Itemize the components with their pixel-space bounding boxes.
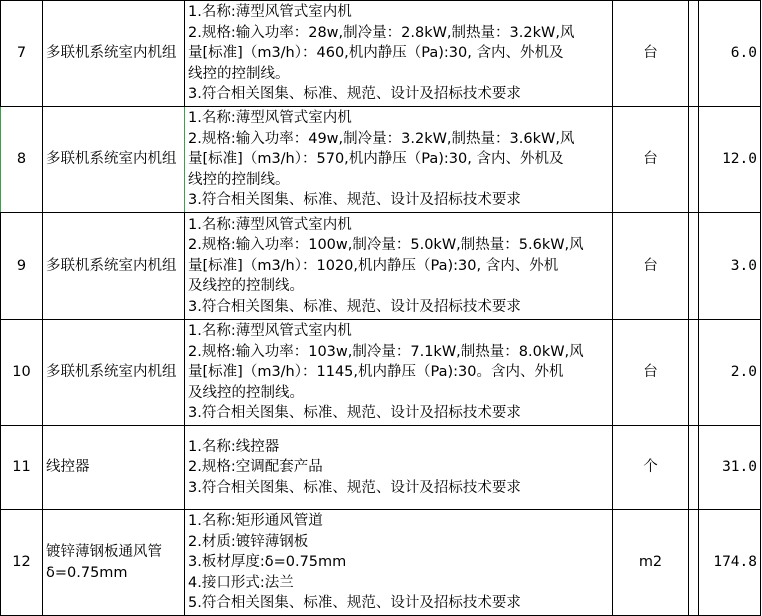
description-line: 3.板材厚度:δ=0.75mm [188,554,347,571]
quantity-cell: 6.0 [699,1,761,107]
description-line: 量[标准]（m3/h）：570,机内静压（Pa):30, 含内、外机及 [188,151,564,168]
blank-cell [689,510,699,616]
quantity-cell: 12.0 [699,107,761,213]
row-number: 11 [1,426,43,510]
item-name: 镀锌薄钢板通风管δ=0.75mm [43,510,185,616]
description-line: 2.规格:输入功率：103w,制冷量：7.1kW,制热量：8.0kW,风 [188,343,584,360]
description-line: 1.名称:线控器 [188,438,280,455]
blank-cell [689,213,699,320]
table-row [1,320,761,426]
unit-cell: m2 [613,510,689,616]
quantity-cell: 3.0 [699,213,761,320]
blank-cell [689,426,699,510]
description-line: 1.名称:薄型风管式室内机 [188,110,352,127]
item-name: 多联机系统室内机组 [43,1,185,107]
item-description [185,320,613,426]
item-description [185,510,613,616]
item-name: 多联机系统室内机组 [43,107,185,213]
item-name: 线控器 [43,426,185,510]
unit-cell: 台 [613,107,689,213]
blank-cell [689,1,699,107]
item-name: 多联机系统室内机组 [43,213,185,320]
description-line: 5.符合相关图集、标准、规范、设计及招标技术要求 [188,595,521,612]
row-number: 8 [1,107,43,213]
description-line: 及线控的控制线。 [188,278,304,295]
row-number: 7 [1,1,43,107]
description-line: 1.名称:薄型风管式室内机 [188,4,352,21]
unit-cell: 台 [613,1,689,107]
description-line: 量[标准]（m3/h）：1020,机内静压（Pa):30, 含内、外机 [188,257,559,274]
description-line: 2.材质:镀锌薄钢板 [188,533,309,550]
row-number: 12 [1,510,43,616]
description-line: 2.规格:输入功率：28w,制冷量：2.8kW,制热量：3.2kW,风 [188,24,575,41]
unit-cell: 台 [613,213,689,320]
description-line: 2.规格:输入功率：100w,制冷量：5.0kW,制热量：5.6kW,风 [188,237,584,254]
table-row [1,1,761,107]
item-description [185,1,613,107]
row-number: 10 [1,320,43,426]
description-line: 3.符合相关图集、标准、规范、设计及招标技术要求 [188,479,521,496]
item-description [185,213,613,320]
description-line: 量[标准]（m3/h）：460,机内静压（Pa):30, 含内、外机及 [188,45,564,62]
description-line: 1.名称:薄型风管式室内机 [188,323,352,340]
item-description [185,107,613,213]
description-line: 2.规格:空调配套产品 [188,459,323,476]
blank-cell [689,107,699,213]
unit-cell: 个 [613,426,689,510]
row-number: 9 [1,213,43,320]
description-line: 线控的控制线。 [188,171,290,188]
description-line: 1.名称:矩形通风管道 [188,513,323,530]
table-row [1,426,761,510]
quantity-cell: 174.8 [699,510,761,616]
table-row [1,510,761,616]
description-line: 3.符合相关图集、标准、规范、设计及招标技术要求 [188,405,521,422]
quantity-cell: 2.0 [699,320,761,426]
description-line: 2.规格:输入功率：49w,制冷量：3.2kW,制热量：3.6kW,风 [188,130,575,147]
description-line: 及线控的控制线。 [188,384,304,401]
unit-cell: 台 [613,320,689,426]
item-description [185,426,613,510]
description-line: 3.符合相关图集、标准、规范、设计及招标技术要求 [188,86,521,103]
description-line: 量[标准]（m3/h）：1145,机内静压（Pa):30。含内、外机 [188,364,564,381]
quantity-cell: 31.0 [699,426,761,510]
table-row [1,213,761,320]
blank-cell [689,320,699,426]
description-line: 3.符合相关图集、标准、规范、设计及招标技术要求 [188,298,521,315]
description-line: 1.名称:薄型风管式室内机 [188,216,352,233]
description-line: 3.符合相关图集、标准、规范、设计及招标技术要求 [188,192,521,209]
item-name: 多联机系统室内机组 [43,320,185,426]
description-line: 线控的控制线。 [188,65,290,82]
table-row [1,107,761,213]
description-line: 4.接口形式:法兰 [188,574,294,591]
